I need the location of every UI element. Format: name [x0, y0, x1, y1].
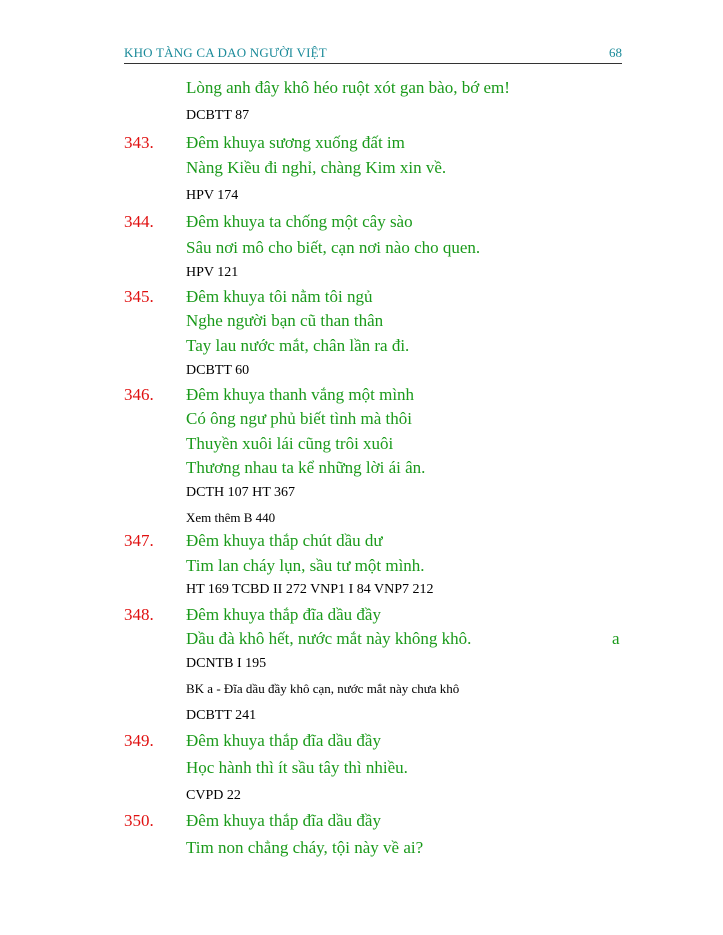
verse-text: Đêm khuya ta chống một cây sào	[186, 212, 413, 231]
verse-text: Nàng Kiều đi nghỉ, chàng Kim xin về.	[186, 158, 447, 177]
entry-number: 349.	[124, 731, 154, 750]
verse-text: Học hành thì ít sầu tây thì nhiều.	[186, 758, 408, 777]
entry-number: 344.	[124, 212, 154, 231]
page-header	[124, 44, 622, 64]
verse-text: Thuyền xuôi lái cũng trôi xuôi	[186, 434, 394, 453]
verse-text: Tim non chẳng cháy, tội này về ai?	[186, 838, 424, 857]
verse-text: Tim lan cháy lụn, sầu tư một mình.	[186, 556, 425, 575]
entry-number: 343.	[124, 133, 154, 152]
source-text: DCNTB I 195	[186, 656, 267, 671]
source-text: HPV 174	[186, 188, 239, 203]
verse-text: Thương nhau ta kể những lời ái ân.	[186, 458, 426, 477]
verse-text: Đêm khuya sương xuống đất im	[186, 133, 405, 152]
source-text: DCBTT 241	[186, 708, 257, 723]
source-text: HT 169 TCBD II 272 VNP1 I 84 VNP7 212	[186, 582, 434, 597]
source-text: BK a - Đĩa dầu đầy khô cạn, nước mắt này chưa khô	[186, 681, 460, 696]
verse-text: Đêm khuya thắp chút dầu dư	[186, 531, 383, 550]
page-number: 68	[609, 45, 622, 60]
entry-number: 350.	[124, 811, 154, 830]
verse-text: Sâu nơi mô cho biết, cạn nơi nào cho quen.	[186, 238, 481, 257]
source-text: CVPD 22	[186, 788, 241, 803]
verse-text: Đêm khuya tôi nằm tôi ngủ	[186, 287, 373, 306]
entry-number: 346.	[124, 385, 154, 404]
source-text: Xem thêm B 440	[186, 510, 276, 525]
source-text: DCTH 107 HT 367	[186, 485, 296, 500]
verse-text: Đêm khuya thắp đĩa dầu đầy	[186, 811, 381, 830]
verse-text: Đêm khuya thanh vắng một mình	[186, 385, 415, 404]
entry-number: 345.	[124, 287, 154, 306]
book-title: KHO TÀNG CA DAO NGƯỜI VIỆT	[124, 45, 327, 60]
source-text: DCBTT 60	[186, 363, 250, 378]
variant-marker: a	[612, 629, 620, 648]
verse-text: Nghe người bạn cũ than thân	[186, 311, 384, 330]
source-text: DCBTT 87	[186, 108, 250, 123]
entry-number: 348.	[124, 605, 154, 624]
entry-number: 347.	[124, 531, 154, 550]
verse-text: Lòng anh đây khô héo ruột xót gan bào, bớ em!	[186, 78, 510, 97]
verse-text: Tay lau nước mắt, chân lần ra đi.	[186, 336, 410, 355]
source-text: HPV 121	[186, 265, 239, 280]
verse-text: Có ông ngư phủ biết tình mà thôi	[186, 409, 412, 428]
verse-text: Đêm khuya thắp đĩa dầu đầy	[186, 605, 381, 624]
verse-text: Dầu đà khô hết, nước mắt này không khô.	[186, 629, 472, 648]
verse-text: Đêm khuya thắp đĩa dầu đầy	[186, 731, 381, 750]
